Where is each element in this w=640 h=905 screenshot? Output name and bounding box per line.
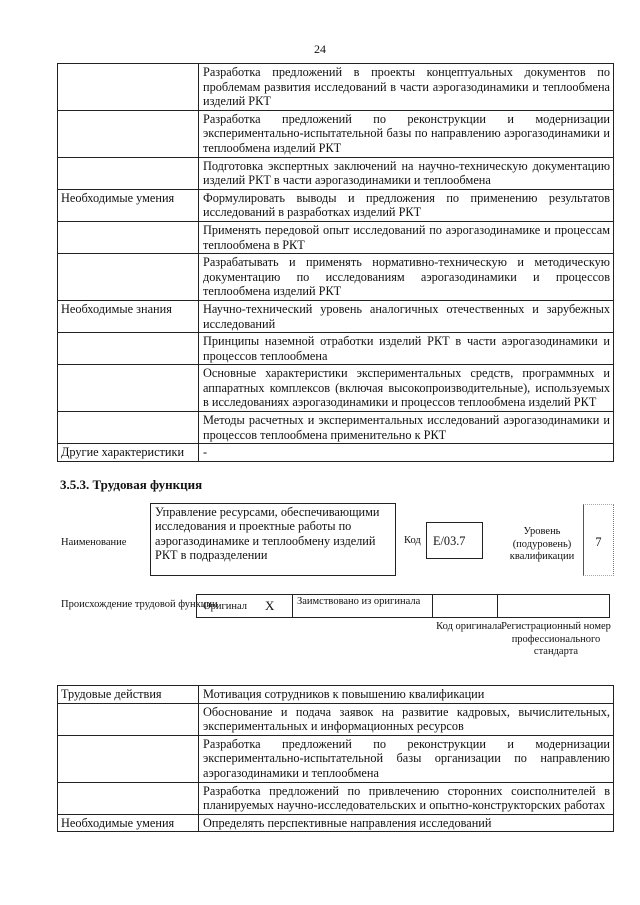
category-cell: Другие характеристики <box>58 444 199 462</box>
table-row <box>58 412 614 444</box>
requirement-cell: Подготовка экспертных заключений на научно-техническую документацию изделий РКТ в части аэрогазодинамики и теплообмена <box>199 157 614 189</box>
requirement-cell: Обоснование и подача заявок на развитие кадровых, вычислительных, экспериментальных и информационных ресурсов <box>199 703 614 735</box>
table-row <box>58 735 614 782</box>
original-code-caption: Код оригинала <box>436 621 502 632</box>
table-row <box>58 686 614 704</box>
requirement-cell: Научно-технический уровень аналогичных отечественных и зарубежных исследований <box>199 300 614 332</box>
requirement-cell: Разрабатывать и применять нормативно-техническую и методическую документацию по исследованиям аэрогазодинамики и процессов теплообмена изделий РКТ <box>199 254 614 301</box>
category-cell <box>58 782 199 814</box>
table-row <box>58 300 614 332</box>
code-label: Код <box>404 535 421 546</box>
table-row <box>58 333 614 365</box>
section-heading: 3.5.3. Трудовая функция <box>60 477 203 492</box>
category-cell <box>58 365 199 412</box>
qualification-level-label: Уровень (подуровень) квалификации <box>509 526 575 562</box>
category-cell <box>58 412 199 444</box>
table-row <box>58 221 614 253</box>
category-cell: Необходимые знания <box>58 300 199 332</box>
original-code-cell <box>433 595 498 617</box>
table-row <box>58 64 614 111</box>
requirement-cell: Определять перспективные направления исследований <box>199 814 614 832</box>
requirement-cell: Разработка предложений по привлечению сторонних соисполнителей в планируемых научно-исследовательских и опытно-конструкторских работах <box>199 782 614 814</box>
table-row <box>58 365 614 412</box>
category-cell <box>58 110 199 157</box>
requirement-cell: Разработка предложений в проекты концептуальных документов по проблемам развития исследований в части аэрогазодинамики и теплообмена изделий РКТ <box>199 64 614 111</box>
category-cell <box>58 221 199 253</box>
category-cell: Трудовые действия <box>58 686 199 704</box>
table-row <box>58 254 614 301</box>
original-cell <box>197 595 293 617</box>
requirement-cell: Принципы наземной отработки изделий РКТ в части аэрогазодинамики и процессов теплообмена <box>199 333 614 365</box>
origin-row <box>196 594 610 618</box>
table-row <box>58 444 614 462</box>
table-row <box>58 703 614 735</box>
category-cell: Необходимые умения <box>58 814 199 832</box>
requirement-cell: Применять передовой опыт исследований по аэрогазодинамике и процессам теплообмена в РКТ <box>199 221 614 253</box>
table-row <box>58 189 614 221</box>
category-cell: Необходимые умения <box>58 189 199 221</box>
name-label: Наименование <box>61 537 127 548</box>
top-requirements-table <box>57 63 614 462</box>
category-cell <box>58 64 199 111</box>
category-cell <box>58 157 199 189</box>
labor-actions-table <box>57 685 614 832</box>
requirement-cell: Разработка предложений по реконструкции и модернизации экспериментально-испытательной базы по направлению аэрогазодинамики и теплообмена изделий РКТ <box>199 110 614 157</box>
category-cell <box>58 735 199 782</box>
function-code-box: E/03.7 <box>426 522 483 559</box>
category-cell <box>58 333 199 365</box>
requirement-cell: - <box>199 444 614 462</box>
borrowed-cell: Заимствовано из оригинала <box>293 595 433 617</box>
table-row <box>58 782 614 814</box>
table-row <box>58 814 614 832</box>
category-cell <box>58 254 199 301</box>
registration-number-cell <box>498 595 609 617</box>
requirement-cell: Мотивация сотрудников к повышению квалификации <box>199 686 614 704</box>
requirement-cell: Формулировать выводы и предложения по применению результатов исследований в разработках изделий РКТ <box>199 189 614 221</box>
table-row <box>58 110 614 157</box>
requirement-cell: Методы расчетных и экспериментальных исследований аэрогазодинамики и процессов теплообмена применительно к РКТ <box>199 412 614 444</box>
registration-number-caption: Регистрационный номер профессионального стандарта <box>501 621 611 657</box>
original-label: Оригинал <box>203 600 247 612</box>
requirement-cell: Основные характеристики экспериментальных средств, программных и аппаратных комплексов (включая высокопроизводительные), используемых в исследованиях аэрогазодинамики и процессов теплообмена изделий РКТ <box>199 365 614 412</box>
qualification-level-box: 7 <box>583 504 614 576</box>
original-mark: X <box>265 598 275 613</box>
table-row <box>58 157 614 189</box>
category-cell <box>58 703 199 735</box>
page-number: 24 <box>314 42 326 56</box>
origin-label: Происхождение трудовой функции <box>61 599 218 610</box>
requirement-cell: Разработка предложений по реконструкции и модернизации экспериментально-испытательной базы организации по направлению аэрогазодинамики и теплообмена <box>199 735 614 782</box>
function-name-box: Управление ресурсами, обеспечивающими исследования и проектные работы по аэрогазодинамике и теплообмену изделий РКТ в подразделении <box>150 503 396 576</box>
